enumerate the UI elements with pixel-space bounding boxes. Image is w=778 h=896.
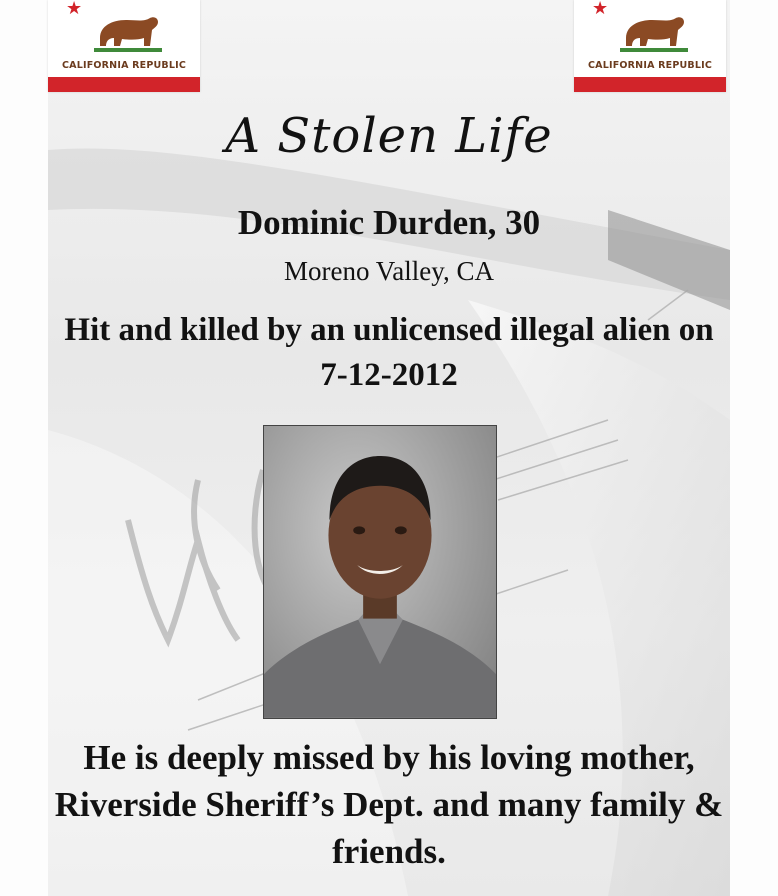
flag-label: CALIFORNIA REPUBLIC [61, 60, 187, 71]
incident-caption: Hit and killed by an unlicensed illegal alien on 7-12-2012 [64, 312, 714, 393]
bear-icon [90, 8, 166, 56]
victim-name: Dominic Durden, 30 [237, 203, 541, 242]
california-flag-right [574, 0, 726, 92]
tribute-text: He is deeply missed by his loving mother, Riverside Sheriff’s Dept. and many family & friends. [54, 738, 724, 871]
poster-title: A Stolen Life [225, 108, 553, 164]
star-icon: ★ [66, 0, 83, 19]
bear-icon [616, 8, 692, 56]
victim-location: Moreno Valley, CA [284, 256, 494, 286]
flag-stripe [574, 77, 726, 92]
flag-stripe [48, 77, 200, 92]
star-icon: ★ [592, 0, 609, 19]
portrait-photo [263, 425, 497, 719]
california-flag-left [48, 0, 200, 92]
flag-label: CALIFORNIA REPUBLIC [587, 60, 713, 71]
